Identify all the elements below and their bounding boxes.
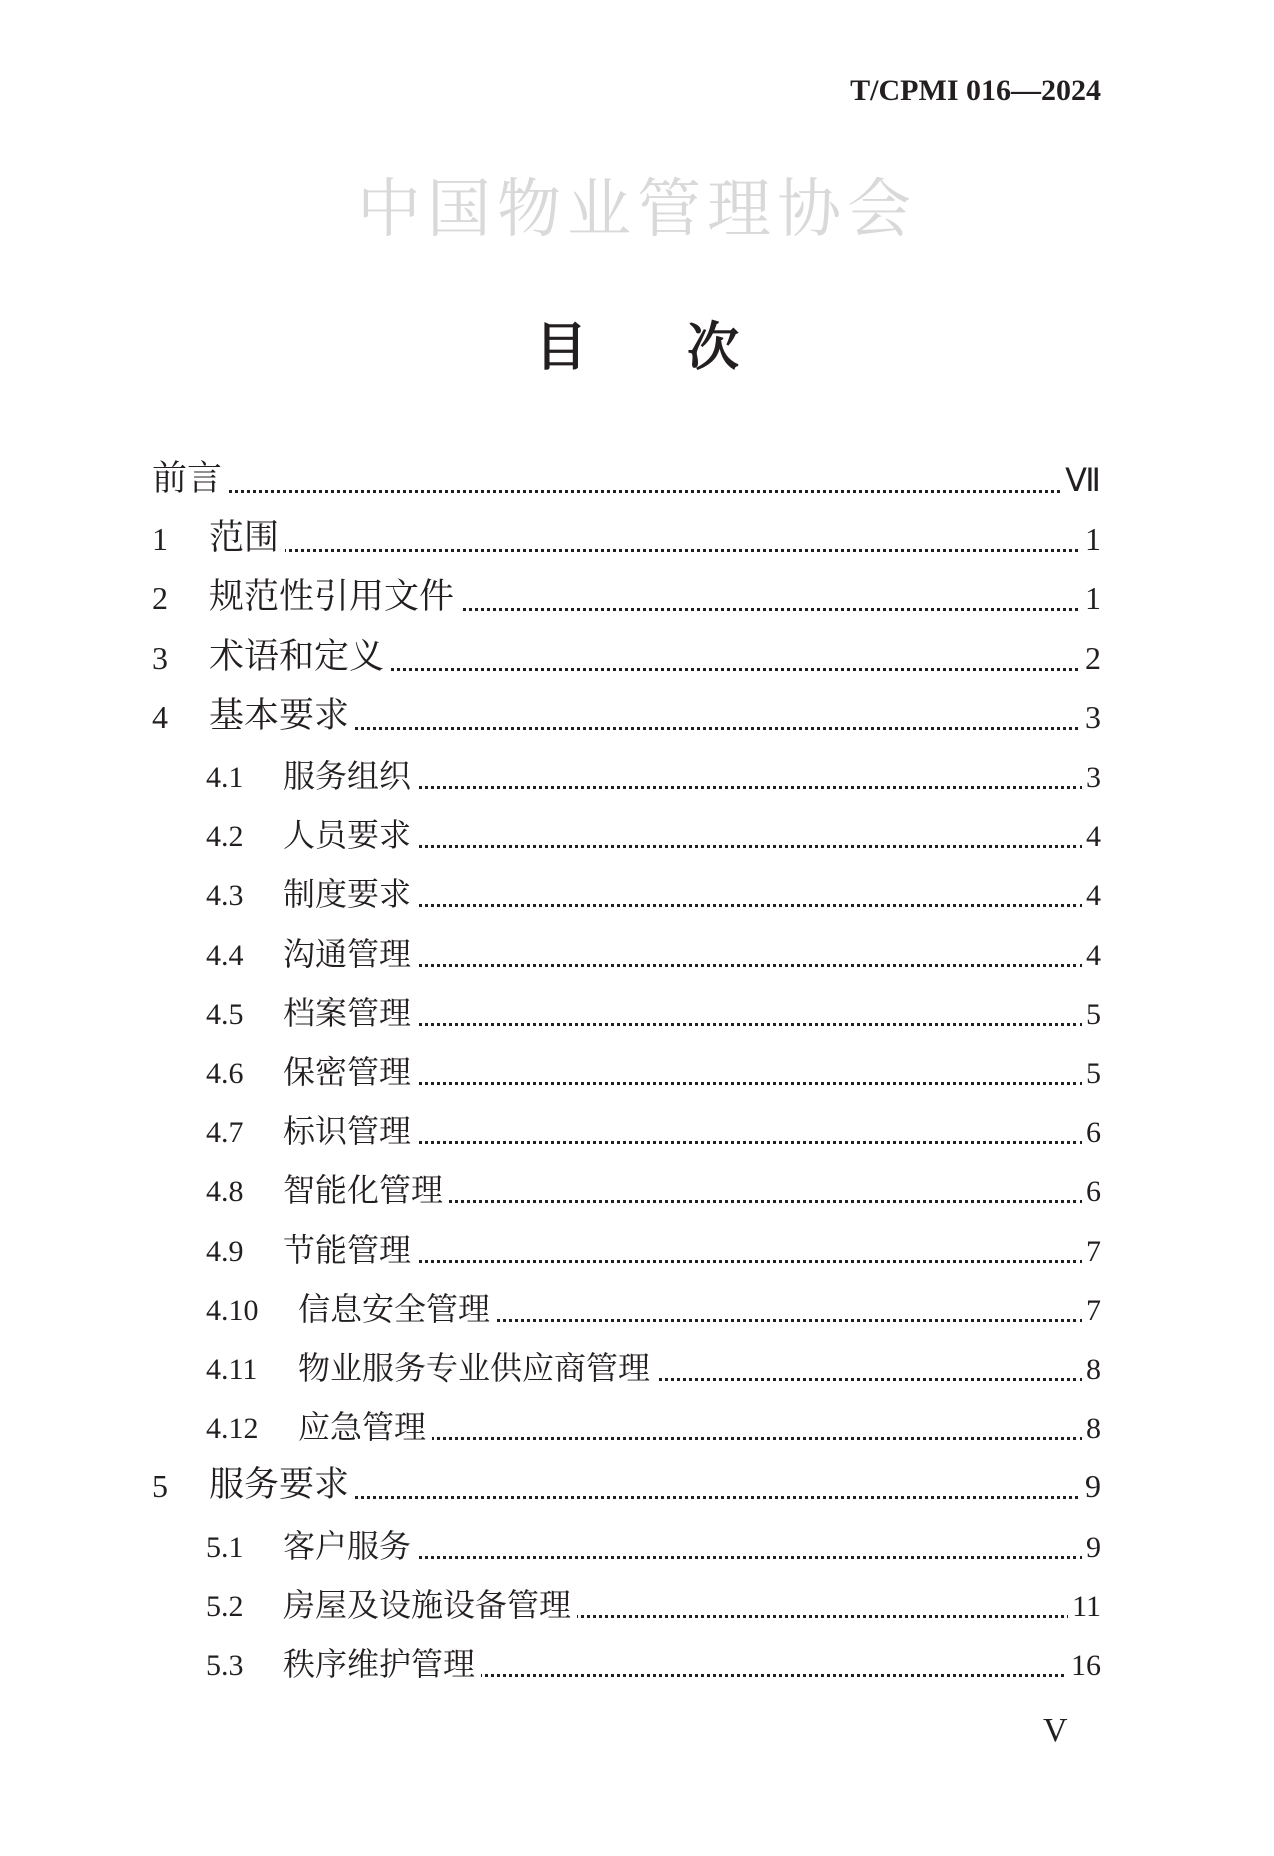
toc-entry-number: 5 — [152, 1468, 168, 1505]
toc-entry[interactable] — [0, 1580, 1274, 1630]
toc-leader-dots — [340, 964, 1084, 967]
toc-entry-label: 保密管理 — [283, 1047, 417, 1093]
toc-entry-label: 信息安全管理 — [298, 1284, 496, 1330]
toc-entry-page: 5 — [1082, 998, 1101, 1032]
toc-entry-number: 4.12 — [206, 1412, 259, 1446]
watermark: 中国物业管理协会 — [357, 173, 917, 247]
toc-entry-label: 档案管理 — [283, 988, 417, 1034]
toc-entry-page: 7 — [1082, 1294, 1101, 1328]
toc-entry-page: 2 — [1081, 640, 1101, 677]
toc-entry-page: 4 — [1082, 820, 1101, 854]
toc-entry-number: 4.1 — [206, 761, 244, 794]
toc-entry-label: 范围 — [209, 510, 285, 560]
toc-entry-page: 3 — [1082, 761, 1101, 795]
toc-entry-page: 16 — [1067, 1649, 1101, 1683]
toc-entry-number: 4 — [152, 698, 168, 735]
toc-entry-number: 5.1 — [206, 1530, 244, 1564]
toc-entry[interactable] — [0, 1047, 1274, 1097]
toc-entry[interactable] — [0, 810, 1274, 860]
page-number: V — [1043, 1712, 1068, 1749]
toc-entry-number: 3 — [152, 639, 168, 676]
toc-entry-label: 前言 — [152, 451, 228, 501]
toc-entry-page: 8 — [1082, 1412, 1101, 1446]
standard-number: T/CPMI 016—2024 — [850, 74, 1101, 107]
toc-leader-dots — [240, 1496, 1084, 1499]
toc-entry[interactable] — [0, 1402, 1274, 1452]
toc-entry-label: 标识管理 — [283, 1106, 417, 1152]
toc-entry-label: 服务组织 — [283, 751, 417, 797]
toc-entry-label: 人员要求 — [283, 810, 417, 856]
toc-entry-number: 4.5 — [206, 997, 244, 1031]
toc-leader-dots — [340, 1437, 1084, 1440]
toc-entry-number: 4.8 — [206, 1175, 244, 1209]
toc-leader-dots — [340, 904, 1084, 907]
toc-entry-page: 1 — [1081, 521, 1101, 558]
toc-leader-dots — [200, 490, 1084, 493]
toc-entry-number: 4.6 — [206, 1057, 244, 1090]
toc-leader-dots — [240, 727, 1084, 730]
toc-leader-dots — [340, 1260, 1084, 1263]
toc-entry-page: 8 — [1082, 1353, 1101, 1387]
toc-entry-page: 6 — [1082, 1175, 1101, 1209]
toc-entry-label: 物业服务专业供应商管理 — [298, 1343, 656, 1389]
toc-entry-page: 4 — [1082, 939, 1101, 973]
toc-entry-label: 制度要求 — [283, 869, 417, 915]
toc-entry[interactable] — [0, 929, 1274, 979]
toc-entry-page: 6 — [1082, 1116, 1101, 1150]
toc-entry-number: 4.3 — [206, 879, 244, 913]
page-title — [0, 305, 1274, 380]
toc-entry-label: 客户服务 — [283, 1521, 417, 1567]
toc-entry-label: 节能管理 — [283, 1225, 417, 1271]
toc-entry-page: 11 — [1068, 1590, 1101, 1624]
toc-leader-dots — [340, 845, 1084, 848]
toc-entry[interactable] — [0, 751, 1274, 801]
toc-entry-page: 7 — [1082, 1235, 1101, 1269]
toc-entry-page: 9 — [1081, 1468, 1101, 1505]
toc-leader-dots — [340, 1082, 1084, 1085]
toc-entry-number: 4.11 — [206, 1353, 258, 1386]
title-char: 目 — [534, 318, 587, 378]
toc-entry-label: 房屋及设施设备管理 — [283, 1580, 577, 1626]
toc-entry-label: 基本要求 — [209, 688, 355, 738]
toc-entry-number: 4.4 — [206, 938, 244, 972]
toc-entry-label: 术语和定义 — [209, 629, 390, 679]
toc-entry[interactable] — [0, 1225, 1274, 1275]
toc-entry[interactable] — [0, 692, 1274, 742]
toc-entry[interactable] — [0, 514, 1274, 564]
toc-entry-number: 5.2 — [206, 1589, 244, 1623]
toc-entry-number: 5.3 — [206, 1649, 244, 1682]
toc-entry-label: 沟通管理 — [283, 929, 417, 975]
toc-leader-dots — [340, 1023, 1084, 1026]
toc-entry[interactable] — [0, 1461, 1274, 1511]
toc-leader-dots — [340, 786, 1084, 789]
toc-entry-number: 4.7 — [206, 1116, 244, 1150]
toc-entry-number: 2 — [152, 580, 168, 617]
toc-entry-page: 1 — [1081, 580, 1101, 617]
toc-entry-page: Ⅶ — [1061, 461, 1101, 499]
toc-entry[interactable] — [0, 1521, 1274, 1571]
toc-entry[interactable] — [0, 1165, 1274, 1215]
toc-entry[interactable] — [0, 633, 1274, 683]
toc-leader-dots — [340, 1556, 1084, 1559]
toc-entry-page: 5 — [1082, 1057, 1101, 1091]
toc-leader-dots — [340, 1200, 1084, 1203]
title-char: 次 — [687, 318, 740, 378]
toc-entry-label: 智能化管理 — [283, 1165, 449, 1211]
toc-entry[interactable] — [0, 988, 1274, 1038]
toc-entry[interactable] — [0, 869, 1274, 919]
toc-leader-dots — [340, 1141, 1084, 1144]
toc-entry-label: 秩序维护管理 — [283, 1639, 481, 1685]
toc-entry[interactable] — [0, 1639, 1274, 1689]
toc-entry-number: 4.10 — [206, 1293, 259, 1327]
toc-entry-number: 4.2 — [206, 820, 244, 854]
toc-entry[interactable] — [0, 573, 1274, 623]
toc-entry[interactable] — [0, 455, 1274, 505]
toc-entry-label: 规范性引用文件 — [209, 569, 460, 619]
toc-entry[interactable] — [0, 1106, 1274, 1156]
toc-entry[interactable] — [0, 1284, 1274, 1334]
toc-entry[interactable] — [0, 1343, 1274, 1393]
toc-entry-label: 应急管理 — [298, 1402, 432, 1448]
toc-entry-number: 1 — [152, 521, 168, 558]
toc-leader-dots — [240, 549, 1084, 552]
toc-entry-page: 9 — [1082, 1531, 1101, 1565]
toc-entry-label: 服务要求 — [209, 1457, 355, 1507]
toc-entry-number: 4.9 — [206, 1234, 244, 1268]
toc-entry-page: 3 — [1081, 699, 1101, 736]
toc-entry-page: 4 — [1082, 879, 1101, 913]
